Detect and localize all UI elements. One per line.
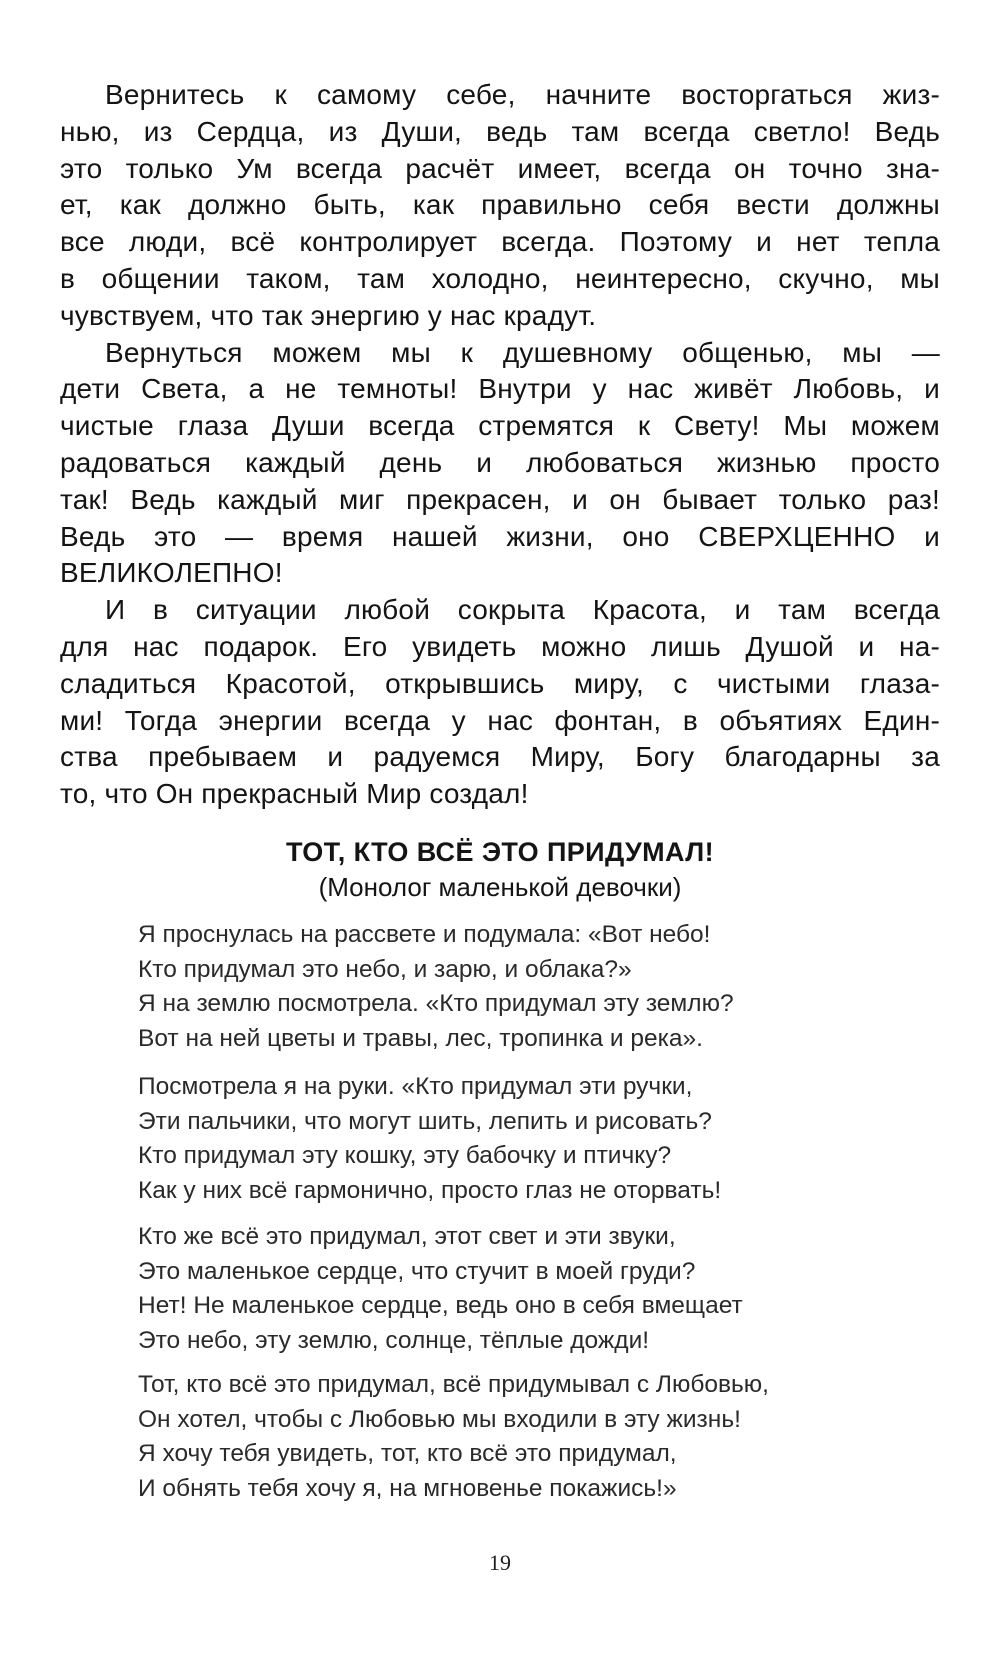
prose-line: для нас подарок. Его увидеть можно лишь Душой и на- <box>60 630 940 662</box>
prose-line: это только Ум всегда расчёт имеет, всегда он точно зна- <box>60 152 940 184</box>
poem-line: Это небо, эту землю, солнце, тёплые дожди! <box>138 1326 650 1354</box>
page-number: 19 <box>489 1550 511 1575</box>
poem-stanza <box>138 1070 898 1208</box>
poem-line: Тот, кто всё это придумал, всё придумывал с Любовью, <box>138 1371 769 1398</box>
poem-line: Как у них всё гармонично, просто глаз не оторвать! <box>138 1176 722 1204</box>
prose-line: в общении таком, там холодно, неинтересно, скучно, мы <box>60 262 940 294</box>
poem-line: Я хочу тебя увидеть, тот, кто всё это придумал, <box>138 1440 677 1467</box>
poem-line: Я проснулась на рассвете и подумала: «Вот небо! <box>138 921 711 948</box>
poem-line: Он хотел, чтобы с Любовью мы входили в эту жизнь! <box>138 1405 741 1433</box>
poem-stanza <box>138 1220 898 1358</box>
prose-line: радоваться каждый день и любоваться жизнью просто <box>60 446 940 478</box>
prose-line: ми! Тогда энергии всегда у нас фонтан, в объятиях Един- <box>60 704 940 736</box>
prose-line: Вернуться можем мы к душевному общенью, мы — <box>105 336 940 368</box>
poem-line: Вот на ней цветы и травы, лес, тропинка и река». <box>138 1024 703 1052</box>
poem-line: И обнять тебя хочу я, на мгновенье покажись!» <box>138 1474 677 1502</box>
poem-line: Кто придумал это небо, и зарю, и облака?» <box>138 955 632 983</box>
poem-stanza <box>138 918 898 1056</box>
poem-line: Нет! Не маленькое сердце, ведь оно в себя вмещает <box>138 1292 743 1319</box>
prose-line: ВЕЛИКОЛЕПНО! <box>60 557 283 589</box>
prose-line: то, что Он прекрасный Мир создал! <box>60 778 529 810</box>
prose-line: ет, как должно быть, как правильно себя вести должны <box>60 189 940 221</box>
prose-line: чувствуем, что так энергию у нас крадут. <box>60 299 597 331</box>
prose-line: Вернитесь к самому себе, начните восторгаться жиз- <box>105 79 940 110</box>
prose-line: чистые глаза Души всегда стремятся к Свету! Мы можем <box>60 410 940 442</box>
poem-line: Я на землю посмотрела. «Кто придумал эту землю? <box>138 990 734 1017</box>
prose-line: сладиться Красотой, открывшись миру, с чистыми глаза- <box>60 667 940 699</box>
poem-subtitle: (Монолог маленькой девочки) <box>318 872 682 902</box>
prose-line: все люди, всё контролирует всегда. Поэтому и нет тепла <box>60 226 940 258</box>
poem-stanza <box>138 1368 898 1506</box>
poem-line: Эти пальчики, что могут шить, лепить и рисовать? <box>138 1107 712 1135</box>
prose-line: так! Ведь каждый миг прекрасен, и он бывает только раз! <box>60 483 940 515</box>
prose-line: нью, из Сердца, из Души, ведь там всегда светло! Ведь <box>60 115 940 147</box>
poem-line: Кто же всё это придумал, этот свет и эти звуки, <box>138 1223 676 1250</box>
prose-line: И в ситуации любой сокрыта Красота, и там всегда <box>105 594 940 626</box>
poem-title: ТОТ, КТО ВСЁ ЭТО ПРИДУМАЛ! <box>286 837 714 867</box>
prose-line: ства пребываем и радуемся Миру, Богу благодарны за <box>60 741 940 773</box>
prose-line: Ведь это — время нашей жизни, оно СВЕРХЦЕННО и <box>60 520 940 552</box>
poem-line: Посмотрела я на руки. «Кто придумал эти ручки, <box>138 1073 693 1100</box>
poem-line: Это маленькое сердце, что стучит в моей груди? <box>138 1257 696 1285</box>
prose-section <box>60 77 940 813</box>
poem-line: Кто придумал эту кошку, эту бабочку и птичку? <box>138 1142 672 1169</box>
prose-line: дети Света, а не темноты! Внутри у нас живёт Любовь, и <box>60 373 940 405</box>
